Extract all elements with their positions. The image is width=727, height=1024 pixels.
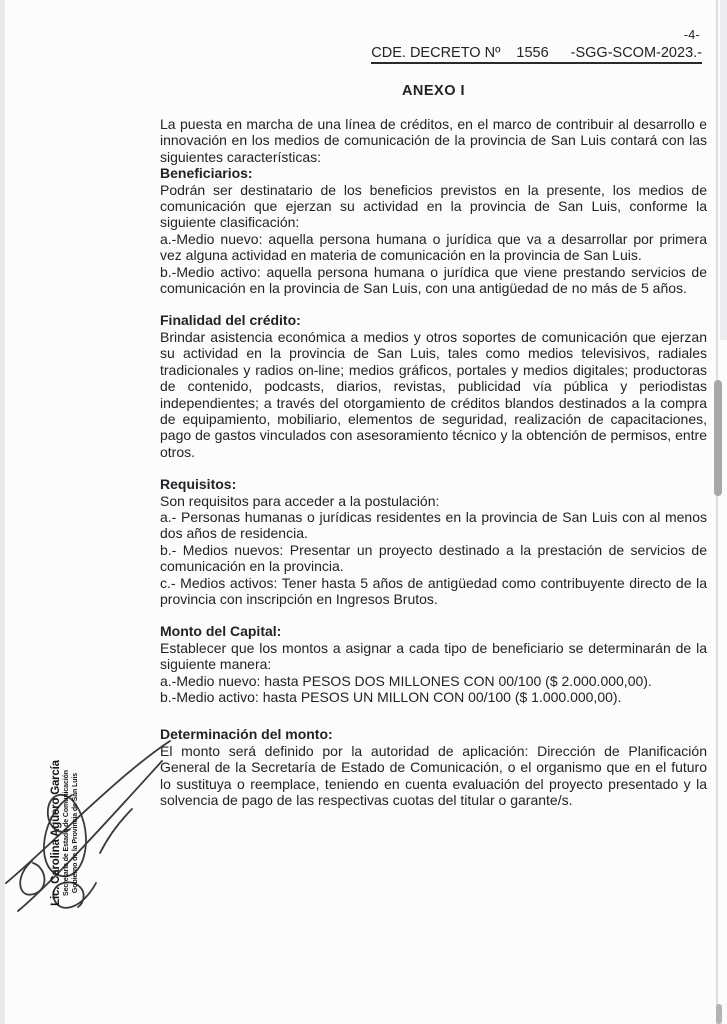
section-heading: Monto del Capital: (160, 623, 282, 640)
paragraph: a.-Medio nuevo: aquella persona humana o jurídica que va a desarrollar por primera vez alguna actividad en materia de comunicación en la provincia de San Luis. (160, 230, 707, 264)
section-heading: Beneficiarios: (160, 165, 253, 182)
paragraph: c.- Medios activos: Tener hasta 5 años de antigüedad como contribuyente directo de la provincia con inscripción en Ingresos Brutos. (160, 574, 707, 607)
paragraph: El monto será definido por la autoridad de aplicación: Dirección de Planificación General de la Secretaría de Estado de Comunicación, o el organismo que en el futuro lo sustituya o reemplace, teniendo en cuenta evaluación del proyecto presentado y la solvencia de pago de las respectivas cuotas del titular o garante/s. (160, 742, 707, 809)
document-body (160, 116, 707, 808)
decree-number: 1556 (516, 45, 549, 61)
paragraph: b.-Medio activo: aquella persona humana o jurídica que viene prestando servicios de comunicación en la provincia de San Luis, con una antigüedad de no más de 5 años. (160, 263, 707, 297)
signature-org: Gobierno de la Provincia de San Luis (71, 772, 79, 894)
section-determinacion-monto (160, 726, 707, 808)
paragraph: Brindar asistencia económica a medios y otros soportes de comunicación que ejerzan su actividad en la provincia de San Luis, tales como medios televisivos, radiales tradicionales y radios on-line; medios gráficos, portales y medios digitales; productoras de contenido, podcasts, diarios, revistas, publicidad vía pública y periodistas independientes; a través del otorgamiento de créditos blandos destinados a la compra de equipamiento, mobiliario, elementos de seguridad, realización de capacitaciones, pago de gastos vinculados con asesoramiento técnico y la obtención de permisos, entre otros. (160, 328, 707, 460)
scan-right-band (720, 0, 727, 340)
section-heading: Requisitos: (160, 476, 237, 493)
paragraph: Son requisitos para acceder a la postulación: (160, 492, 440, 509)
scrollbar-track[interactable] (716, 0, 718, 1024)
decree-label: CDE. DECRETO Nº (371, 45, 501, 61)
signature-role: Secretaría de Estado de Comunicación (63, 770, 70, 896)
signature-name: Lic. Carolina Agüero García (50, 760, 62, 906)
annex-title: ANEXO I (401, 83, 466, 99)
page-number: -4- (683, 28, 700, 42)
paragraph: a.- Personas humanas o jurídicas residentes en la provincia de San Luis con al menos dos años de residencia. (160, 508, 707, 542)
paragraph: b.-Medio activo: hasta PESOS UN MILLON CON 00/100 ($ 1.000.000,00). (160, 689, 622, 705)
signature-block (50, 758, 94, 908)
section-beneficiarios (160, 165, 707, 296)
paragraph: Establecer que los montos a asignar a cada tipo de beneficiario se determinarán de la siguiente manera: (160, 639, 707, 673)
decree-header (371, 45, 702, 64)
section-monto-capital (160, 623, 707, 705)
section-heading: Determinación del monto: (160, 726, 333, 743)
paragraph: Podrán ser destinatario de los beneficios previstos en la presente, los medios de comunicación que ejerzan su actividad en la provincia de San Luis, conforme la siguiente clasificación: (160, 181, 707, 231)
paragraph: b.- Medios nuevos: Presentar un proyecto destinado a la prestación de servicios de comunicación en la provincia. (160, 541, 707, 575)
paragraph: a.-Medio nuevo: hasta PESOS DOS MILLONES CON 00/100 ($ 2.000.000,00). (160, 672, 652, 689)
section-requisitos (160, 476, 707, 607)
decree-header-underlined (371, 45, 702, 64)
decree-suffix: -SGG-SCOM-2023.- (570, 45, 702, 61)
intro-paragraph: La puesta en marcha de una línea de créditos, en el marco de contribuir al desarrollo e innovación en los medios de comunicación de la provincia de San Luis contará con las siguientes características: (160, 116, 707, 165)
section-finalidad (160, 312, 707, 460)
scrollbar-thumb-bottom[interactable] (716, 1004, 722, 1024)
scrollbar-thumb[interactable] (714, 380, 722, 496)
section-heading: Finalidad del crédito: (160, 312, 301, 329)
